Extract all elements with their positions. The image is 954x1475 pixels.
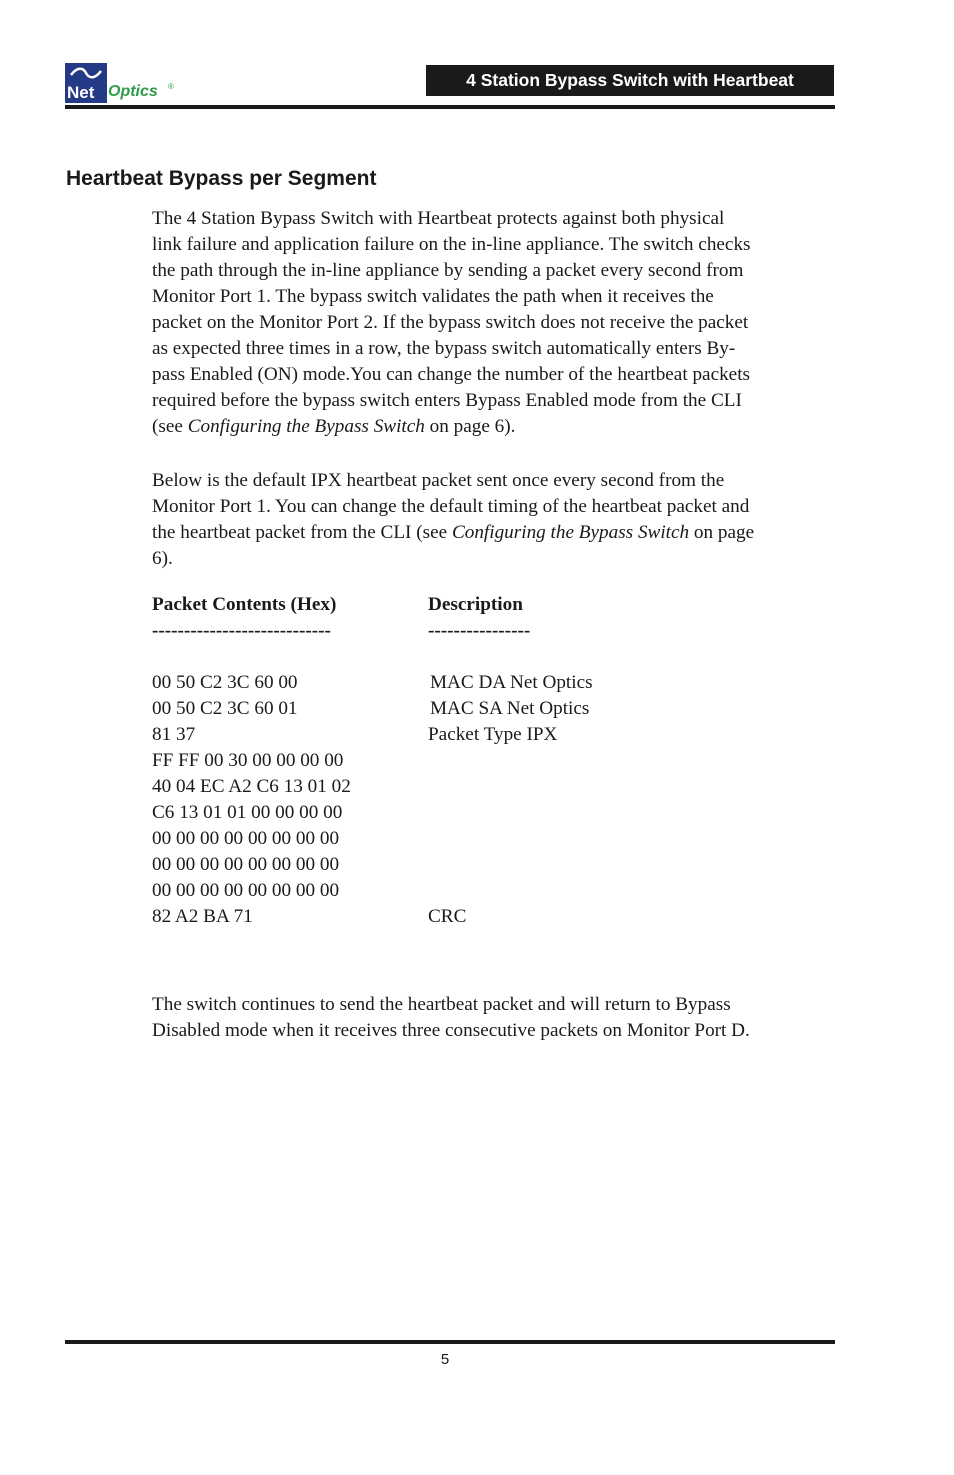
packet-hex: 81 37 xyxy=(152,724,196,745)
text-line: Monitor Port 1. The bypass switch validates the path when it receives the xyxy=(152,286,714,307)
text-fragment: on page 6). xyxy=(424,416,516,437)
wave-icon xyxy=(69,65,103,81)
packet-hex: 00 00 00 00 00 00 00 00 xyxy=(152,880,340,901)
logo-registered-mark: ® xyxy=(168,82,174,91)
packet-description: MAC DA Net Optics xyxy=(430,672,593,693)
paragraph-default-packet xyxy=(152,468,842,572)
text-line: pass Enabled (ON) mode.You can change the number of the heartbeat packets xyxy=(152,364,750,385)
packet-hex: 00 50 C2 3C 60 00 xyxy=(152,672,298,693)
text-line: The 4 Station Bypass Switch with Heartbeat protects against both physical xyxy=(152,208,725,229)
text-line: packet on the Monitor Port 2. If the bypass switch does not receive the packet xyxy=(152,312,749,333)
text-fragment: (see xyxy=(152,416,188,437)
page-number: 5 xyxy=(440,1351,450,1368)
header-divider xyxy=(65,105,835,109)
text-line: Monitor Port 1. You can change the default timing of the heartbeat packet and xyxy=(152,496,750,517)
logo-optics-text: Optics xyxy=(108,83,158,100)
text-line: 6). xyxy=(152,548,173,569)
text-line xyxy=(152,414,842,440)
text-fragment: the heartbeat packet from the CLI (see xyxy=(152,522,452,543)
column-underline-contents: ---------------------------- xyxy=(152,620,331,641)
cross-reference-link: Configuring the Bypass Switch xyxy=(451,522,690,543)
logo-net-text: Net xyxy=(67,83,95,102)
text-line: Below is the default IPX heartbeat packet sent once every second from the xyxy=(152,470,725,491)
text-fragment: on page xyxy=(689,522,755,543)
text-line: Disabled mode when it receives three consecutive packets on Monitor Port D. xyxy=(152,1020,750,1041)
text-line: The switch continues to send the heartbeat packet and will return to Bypass xyxy=(152,994,731,1015)
packet-hex: C6 13 01 01 00 00 00 00 xyxy=(152,802,343,823)
text-line: required before the bypass switch enters Bypass Enabled mode from the CLI xyxy=(152,390,742,411)
cross-reference-link: Configuring the Bypass Switch xyxy=(187,416,425,437)
section-heading: Heartbeat Bypass per Segment xyxy=(66,167,377,190)
net-optics-logo xyxy=(65,63,185,107)
packet-description: CRC xyxy=(428,906,467,927)
packet-hex: 00 00 00 00 00 00 00 00 xyxy=(152,854,340,875)
packet-description: Packet Type IPX xyxy=(428,724,558,745)
packet-hex: 00 50 C2 3C 60 01 xyxy=(152,698,298,719)
document-title: 4 Station Bypass Switch with Heartbeat xyxy=(426,65,834,96)
paragraph-return-to-disabled xyxy=(152,992,842,1044)
column-header-description: Description xyxy=(428,594,523,615)
text-line xyxy=(152,520,842,546)
column-underline-description: ---------------- xyxy=(428,620,531,641)
text-line: as expected three times in a row, the bypass switch automatically enters By- xyxy=(152,338,736,359)
packet-description: MAC SA Net Optics xyxy=(430,698,590,719)
paragraph-heartbeat-intro xyxy=(152,206,842,440)
packet-hex: 00 00 00 00 00 00 00 00 xyxy=(152,828,340,849)
packet-hex: 40 04 EC A2 C6 13 01 02 xyxy=(152,776,351,797)
packet-hex: FF FF 00 30 00 00 00 00 xyxy=(152,750,344,771)
text-line: link failure and application failure on the in-line appliance. The switch checks xyxy=(152,234,751,255)
footer-divider xyxy=(65,1340,835,1344)
text-line: the path through the in-line appliance by sending a packet every second from xyxy=(152,260,744,281)
column-header-contents: Packet Contents (Hex) xyxy=(152,594,337,615)
logo-mark xyxy=(65,63,107,103)
packet-hex: 82 A2 BA 71 xyxy=(152,906,253,927)
